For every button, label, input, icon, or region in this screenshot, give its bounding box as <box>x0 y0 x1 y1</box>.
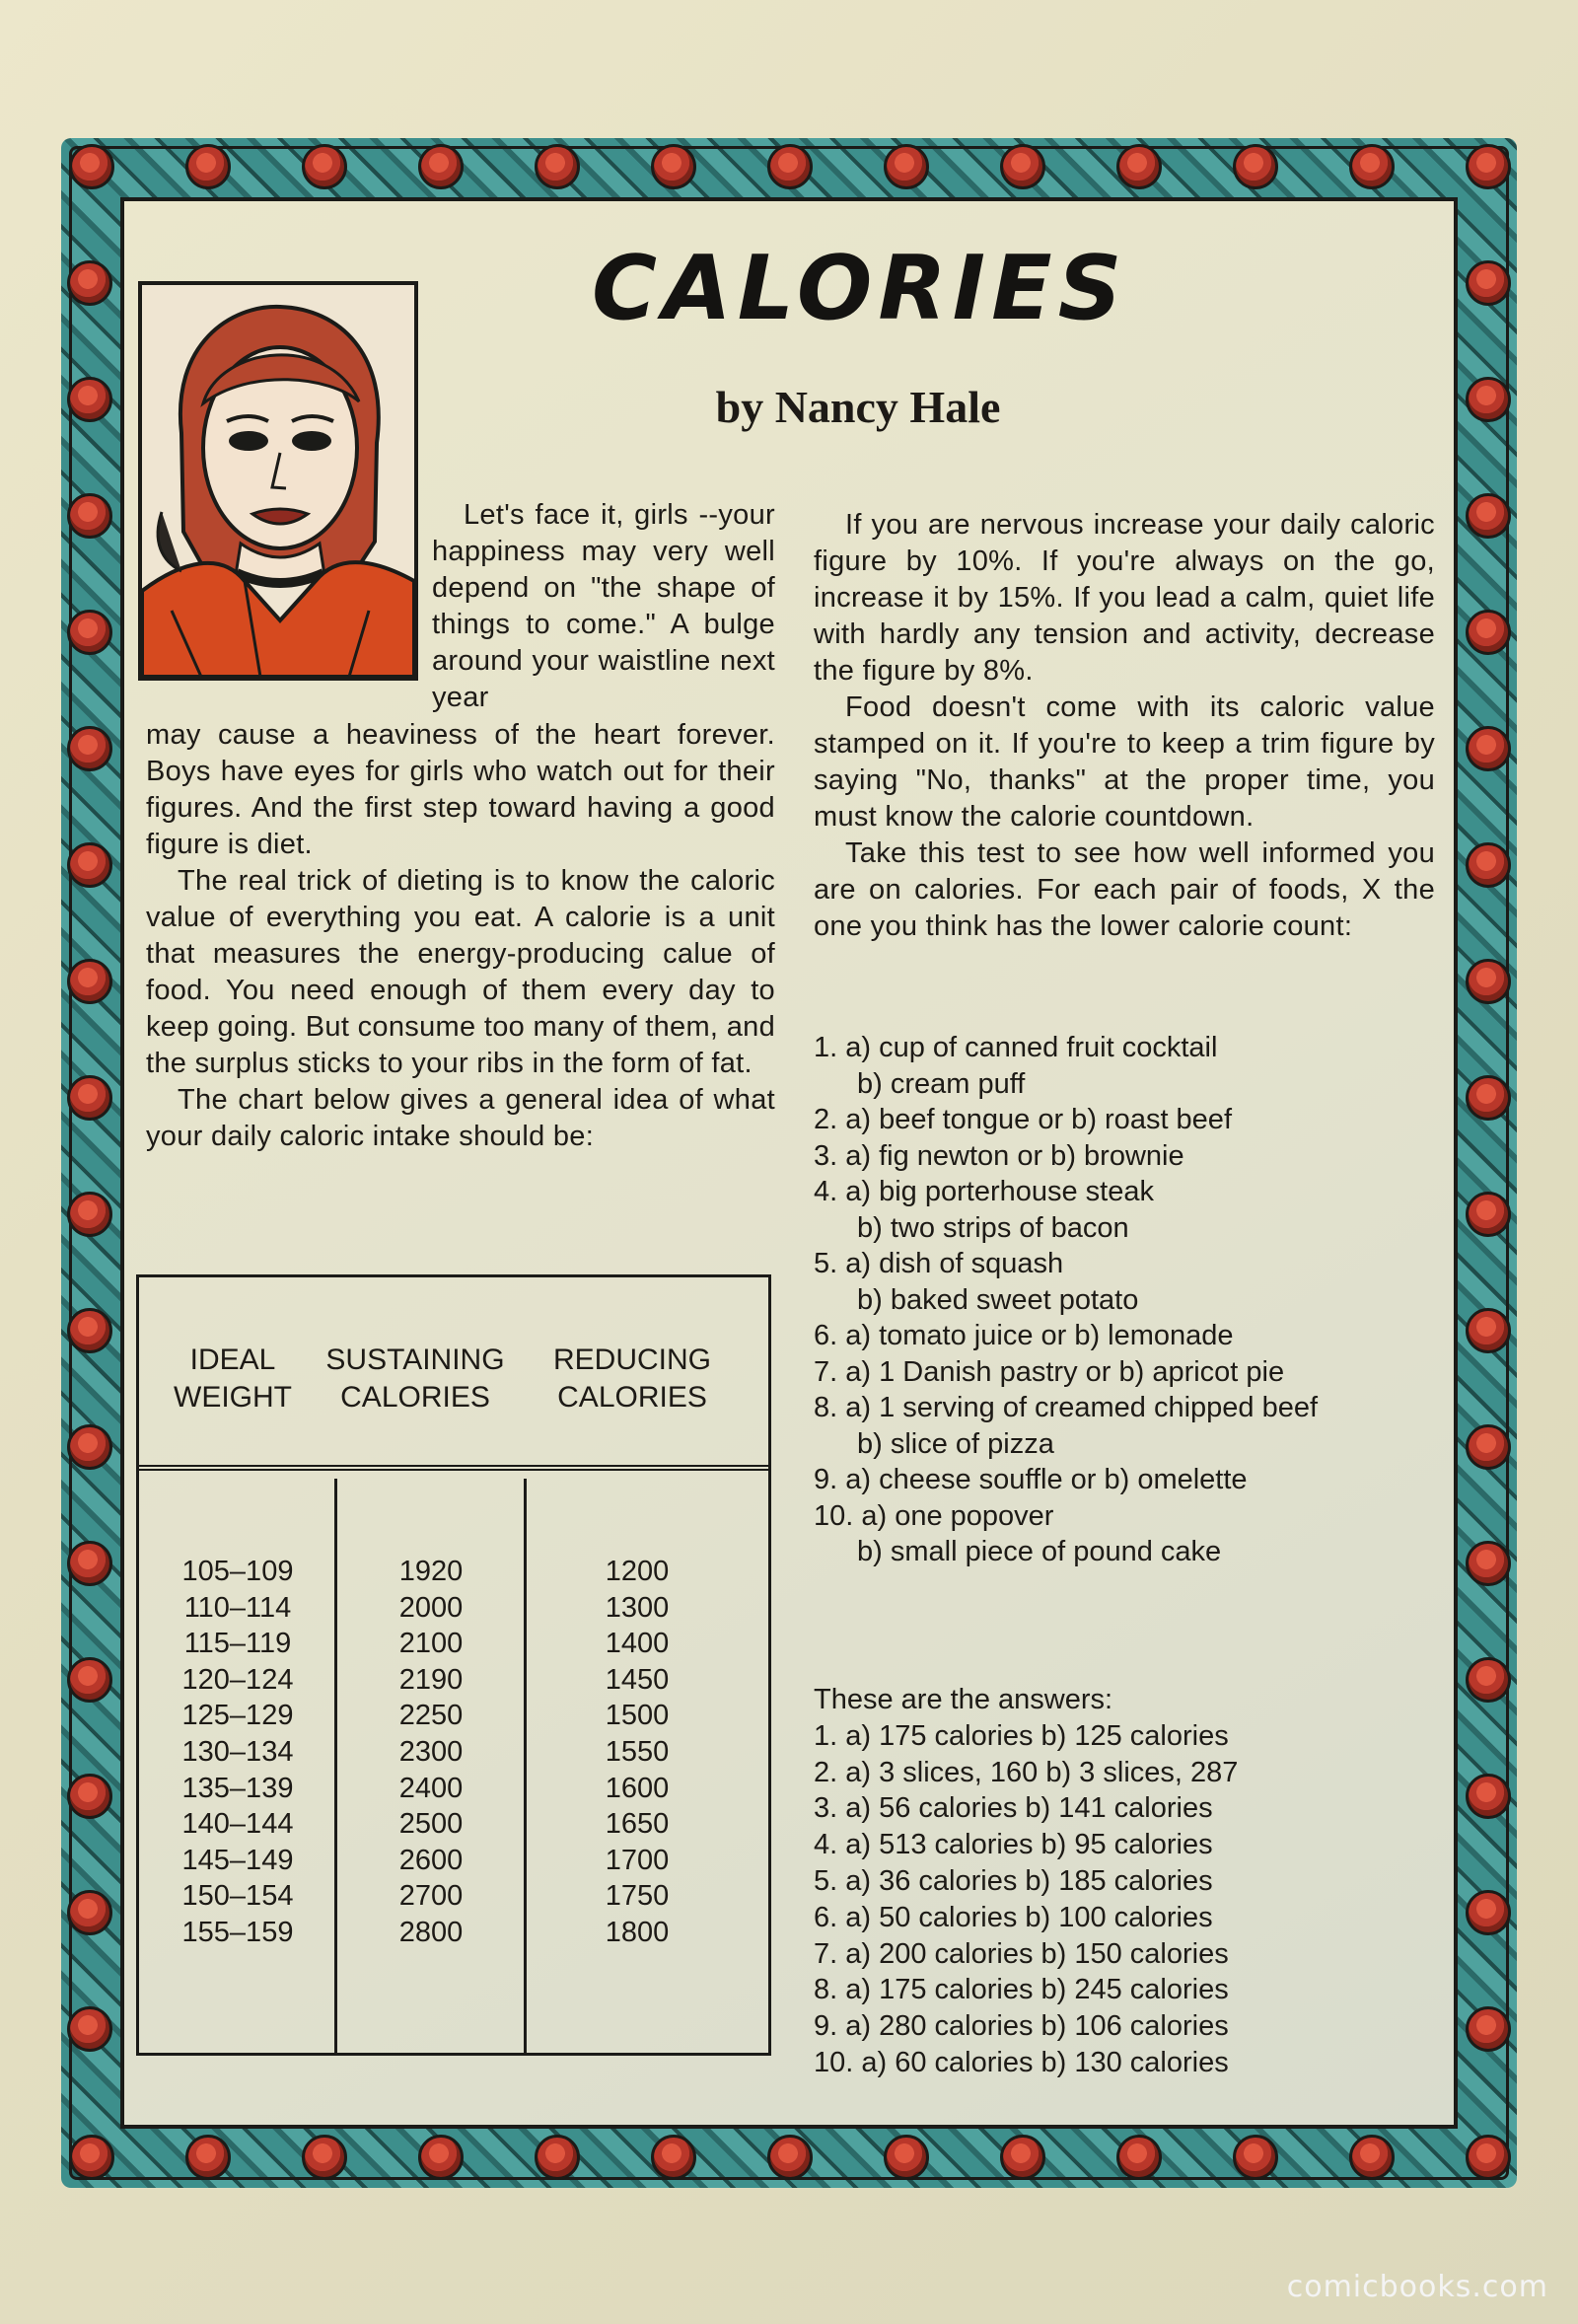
rose-ornament-icon <box>67 1657 112 1703</box>
header-line: CALORIES <box>557 1381 707 1414</box>
table-cell: 1300 <box>605 1591 670 1624</box>
quiz-answers <box>814 1682 1445 2081</box>
header-line: REDUCING <box>552 1344 711 1376</box>
answer-item: 2. a) 3 slices, 160 b) 3 slices, 287 <box>814 1756 1239 1788</box>
answer-item: 5. a) 36 calories b) 185 calories <box>814 1864 1213 1897</box>
rose-ornament-icon <box>1466 1657 1511 1703</box>
rose-ornament-icon <box>67 377 112 422</box>
column-header-sustaining-calories <box>317 1342 514 1416</box>
table-cell: 150–154 <box>181 1880 294 1913</box>
table-cell: 1500 <box>605 1700 670 1732</box>
rose-ornament-icon <box>767 144 813 189</box>
quiz-item: 9. a) cheese souffle or b) omelette <box>814 1464 1248 1495</box>
rose-ornament-icon <box>418 2135 464 2180</box>
rose-ornament-icon <box>1349 2135 1395 2180</box>
rose-ornament-icon <box>1233 144 1278 189</box>
answer-item: 7. a) 200 calories b) 150 calories <box>814 1937 1229 1970</box>
rose-ornament-icon <box>1466 1075 1511 1121</box>
answer-item: 8. a) 175 calories b) 245 calories <box>814 1974 1229 2006</box>
table-cell: 2400 <box>398 1772 464 1804</box>
table-cell: 145–149 <box>181 1844 294 1876</box>
header-line: WEIGHT <box>174 1381 292 1414</box>
calorie-quiz-list <box>814 1030 1445 1570</box>
rose-ornament-icon <box>1466 1541 1511 1586</box>
table-cell: 115–119 <box>183 1628 292 1660</box>
rose-ornament-icon <box>67 1890 112 1935</box>
rose-ornament-icon <box>1466 2135 1511 2180</box>
rose-ornament-icon <box>651 2135 696 2180</box>
article-title: CALORIES <box>592 237 1128 340</box>
table-cell: 1920 <box>398 1556 464 1587</box>
table-cell: 1800 <box>605 1916 670 1948</box>
rose-ornament-icon <box>1466 377 1511 422</box>
rose-ornament-icon <box>67 1192 112 1237</box>
rose-ornament-icon <box>1466 1890 1511 1935</box>
quiz-item: 1. a) cup of canned fruit cocktail <box>814 1032 1218 1063</box>
answers-heading: These are the answers: <box>814 1684 1113 1715</box>
table-cell: 1600 <box>605 1772 670 1804</box>
rose-ornament-icon <box>1116 2135 1162 2180</box>
table-cell: 1650 <box>605 1808 670 1841</box>
rose-ornament-icon <box>767 2135 813 2180</box>
rose-ornament-icon <box>535 144 580 189</box>
answer-item: 1. a) 175 calories b) 125 calories <box>814 1719 1229 1752</box>
chart-intro-paragraph: The chart below gives a general idea of what your daily caloric intake should be: <box>146 1084 775 1152</box>
rose-ornament-icon <box>67 842 112 888</box>
answer-item: 4. a) 513 calories b) 95 calories <box>814 1829 1213 1861</box>
rose-ornament-icon <box>1349 144 1395 189</box>
quiz-item: 6. a) tomato juice or b) lemonade <box>814 1320 1234 1351</box>
quiz-item: b) cream puff <box>857 1067 1026 1100</box>
rose-ornament-icon <box>302 2135 347 2180</box>
header-line: CALORIES <box>340 1381 490 1414</box>
quiz-item: 8. a) 1 serving of creamed chipped beef <box>814 1392 1319 1423</box>
quiz-item: b) slice of pizza <box>857 1427 1054 1460</box>
table-cell: 155–159 <box>181 1916 294 1948</box>
table-cell: 2100 <box>398 1628 464 1660</box>
quiz-item: 3. a) fig newton or b) brownie <box>814 1139 1184 1172</box>
table-cell: 130–134 <box>181 1735 294 1768</box>
rose-ornament-icon <box>1466 1308 1511 1353</box>
table-cell: 2000 <box>398 1591 464 1624</box>
rose-ornament-icon <box>884 144 929 189</box>
quiz-item: b) small piece of pound cake <box>857 1536 1222 1567</box>
quiz-item: 2. a) beef tongue or b) roast beef <box>814 1104 1232 1135</box>
intro-paragraph-continued: may cause a heaviness of the heart forever. Boys have eyes for girls who watch out for their figures. And the first step toward having a good figure is diet. <box>146 719 775 860</box>
rose-ornament-icon <box>1466 842 1511 888</box>
rose-ornament-icon <box>1466 493 1511 539</box>
rose-ornament-icon <box>535 2135 580 2180</box>
portrait-illustration <box>138 281 418 681</box>
rose-ornament-icon <box>1466 1774 1511 1819</box>
quiz-item: 4. a) big porterhouse steak <box>814 1176 1154 1207</box>
table-cell: 2190 <box>398 1663 464 1696</box>
rose-ornament-icon <box>185 2135 231 2180</box>
table-cell: 2300 <box>398 1735 464 1768</box>
reducing-calories-column <box>543 1554 731 1951</box>
quiz-item: b) baked sweet potato <box>857 1283 1139 1316</box>
countdown-paragraph: Food doesn't come with its caloric value stamped on it. If you're to keep a trim figure by saying "No, thanks" at the proper time, you must know the calorie countdown. <box>814 691 1435 833</box>
rose-ornament-icon <box>651 144 696 189</box>
quiz-item: 7. a) 1 Danish pastry or b) apricot pie <box>814 1355 1285 1388</box>
test-paragraph: Take this test to see how well informed you are on calories. For each pair of foods, X the one you think has the lower calorie count: <box>814 837 1435 942</box>
rose-ornament-icon <box>185 144 231 189</box>
rose-ornament-icon <box>67 493 112 539</box>
intro-paragraph-start: Let's face it, girls --your happiness may very well depend on "the shape of things to come." A bulge around your waistline next year <box>432 499 775 713</box>
table-cell: 110–114 <box>183 1591 292 1624</box>
quiz-item: b) two strips of bacon <box>857 1211 1129 1244</box>
column-divider <box>524 1479 527 2053</box>
rose-ornament-icon <box>1466 1424 1511 1470</box>
article-byline: by Nancy Hale <box>715 382 1001 432</box>
table-cell: 2800 <box>398 1916 464 1948</box>
site-watermark: comicbooks.com <box>1286 2270 1548 2304</box>
column-header-reducing-calories <box>534 1342 731 1416</box>
rose-ornament-icon <box>67 726 112 771</box>
table-cell: 135–139 <box>181 1772 294 1804</box>
woman-portrait-icon <box>142 285 414 677</box>
rose-ornament-icon <box>69 144 114 189</box>
right-column <box>814 507 1435 945</box>
table-cell: 2700 <box>398 1880 464 1913</box>
rose-ornament-icon <box>1466 610 1511 655</box>
rose-ornament-icon <box>302 144 347 189</box>
rose-ornament-icon <box>1466 726 1511 771</box>
rose-ornament-icon <box>67 1075 112 1121</box>
activity-paragraph: If you are nervous increase your daily caloric figure by 10%. If you're always on the go, increase it by 15%. If you lead a calm, quiet life with hardly any tension and activity, decrease the figure by 8%. <box>814 509 1435 687</box>
rose-ornament-icon <box>1466 144 1511 189</box>
table-cell: 1550 <box>605 1735 670 1768</box>
table-cell: 2250 <box>398 1700 464 1732</box>
rose-ornament-icon <box>1000 2135 1045 2180</box>
rose-ornament-icon <box>67 610 112 655</box>
answer-item: 9. a) 280 calories b) 106 calories <box>814 2010 1229 2043</box>
left-column <box>146 717 775 1155</box>
table-cell: 125–129 <box>181 1700 294 1732</box>
rose-ornament-icon <box>1116 144 1162 189</box>
sustaining-calories-column <box>352 1554 510 1951</box>
rose-ornament-icon <box>1466 959 1511 1004</box>
rose-ornament-icon <box>67 959 112 1004</box>
rose-ornament-icon <box>69 2135 114 2180</box>
table-cell: 1400 <box>605 1628 670 1660</box>
answer-items <box>814 1718 1445 2081</box>
quiz-item: 5. a) dish of squash <box>814 1248 1064 1279</box>
answer-item: 10. a) 60 calories b) 130 calories <box>814 2046 1229 2078</box>
header-line: SUSTAINING <box>325 1344 505 1376</box>
table-header <box>139 1277 768 1471</box>
calorie-chart-table <box>136 1274 771 2056</box>
rose-ornament-icon <box>67 2006 112 2052</box>
table-cell: 2600 <box>398 1844 464 1876</box>
table-cell: 105–109 <box>181 1556 294 1587</box>
table-cell: 1200 <box>605 1556 670 1587</box>
table-cell: 120–124 <box>181 1663 294 1696</box>
table-cell: 1450 <box>605 1663 670 1696</box>
dieting-paragraph: The real trick of dieting is to know the caloric value of everything you eat. A calorie is a unit that measures the energy-producing calue of food. You need enough of them every day to keep going. But consume too many of them, and the surplus sticks to your ribs in the form of fat. <box>146 865 775 1079</box>
column-divider <box>334 1479 337 2053</box>
column-header-ideal-weight <box>159 1342 307 1416</box>
rose-ornament-icon <box>1466 260 1511 306</box>
header-line: IDEAL <box>189 1344 276 1376</box>
answer-item: 6. a) 50 calories b) 100 calories <box>814 1901 1213 1933</box>
rose-ornament-icon <box>884 2135 929 2180</box>
rose-ornament-icon <box>67 1308 112 1353</box>
table-cell: 140–144 <box>181 1808 294 1841</box>
answer-item: 3. a) 56 calories b) 141 calories <box>814 1792 1213 1825</box>
rose-ornament-icon <box>1466 1192 1511 1237</box>
table-cell: 1750 <box>605 1880 670 1913</box>
quiz-item: 10. a) one popover <box>814 1499 1054 1532</box>
rose-ornament-icon <box>67 1424 112 1470</box>
rose-ornament-icon <box>67 1541 112 1586</box>
rose-ornament-icon <box>1233 2135 1278 2180</box>
rose-ornament-icon <box>67 260 112 306</box>
table-cell: 1700 <box>605 1844 670 1876</box>
table-cell: 2500 <box>398 1808 464 1841</box>
ideal-weight-column <box>159 1554 317 1951</box>
rose-ornament-icon <box>67 1774 112 1819</box>
rose-ornament-icon <box>1466 2006 1511 2052</box>
rose-ornament-icon <box>1000 144 1045 189</box>
rose-ornament-icon <box>418 144 464 189</box>
